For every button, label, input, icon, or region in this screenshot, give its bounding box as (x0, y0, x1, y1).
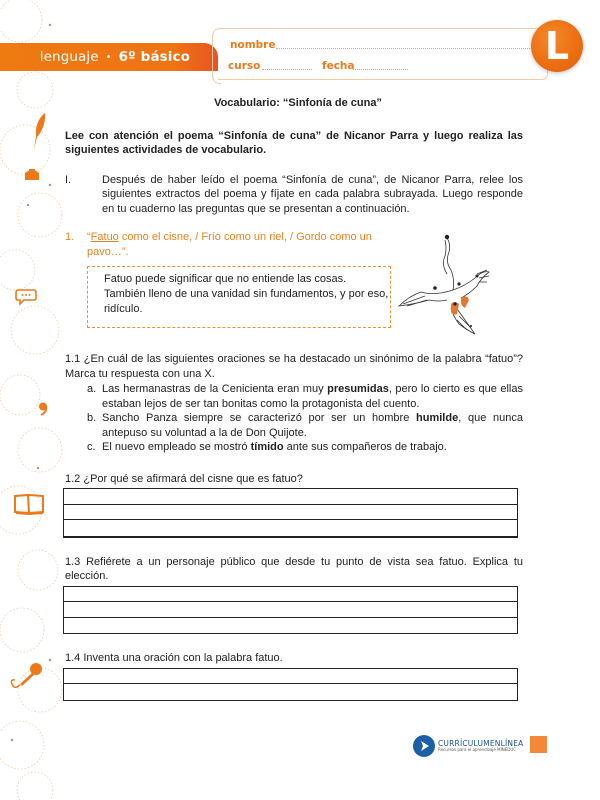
highlighted-word: humilde (416, 412, 459, 424)
curriculum-en-linea-logo (413, 735, 523, 757)
highlighted-word: tímido (250, 441, 284, 453)
answer-line[interactable] (64, 669, 517, 685)
comma-icon (38, 402, 48, 416)
answer-box-1-4 (63, 668, 518, 701)
option-letter: a. (87, 383, 97, 395)
question-1-2-text: 1.2 ¿Por qué se afirmará del cisne que es fatuo? (65, 472, 303, 485)
option-text: Las hermanastras de la Cenicienta eran muy (102, 383, 328, 395)
question-1-3-text: 1.3 Refiérete a un personaje público que desde tu punto de vista sea fatuo. Explica tu elección. (65, 555, 523, 582)
course-label: curso (228, 60, 261, 72)
answer-line[interactable] (64, 587, 517, 603)
underlined-word: Fatuo (90, 231, 119, 243)
question-1-1-text: 1.1 ¿En cuál de las siguientes oraciones se ha destacado un sinónimo de la palabra “fatuo”? Marca tu respuesta con una X. (65, 353, 523, 380)
subject-banner (0, 43, 218, 71)
answer-line[interactable] (64, 618, 517, 634)
highlighted-word: presumidas (327, 383, 389, 395)
excerpt-rest: como el cisne, / Frío como un riel, / Gordo como un pavo…”. (87, 231, 372, 258)
instruction-paragraph (65, 173, 523, 217)
option-text: , pero lo cierto es que ellas estaban lejos de ser tan bonitas como la protagonista del cuento. (102, 383, 523, 410)
open-quote: “ (87, 231, 91, 243)
quill-pen-icon (30, 112, 48, 152)
subject-label: lenguaje (39, 49, 99, 65)
question-1-2 (65, 472, 523, 538)
answer-line[interactable] (64, 489, 517, 505)
question-1-3 (65, 555, 523, 635)
poem-excerpt (65, 230, 395, 259)
page-title: Vocabulario: “Sinfonía de cuna” (214, 97, 382, 109)
option-letter: c. (87, 441, 96, 453)
answer-box-1-2 (63, 488, 518, 538)
answer-options (87, 382, 523, 455)
poem-excerpt-section (65, 230, 523, 342)
option-letter: b. (87, 412, 97, 424)
microphone-icon (8, 662, 44, 692)
answer-line[interactable] (64, 602, 517, 618)
option-b[interactable] (87, 411, 523, 440)
intro-paragraph: Lee con atención el poema “Sinfonía de cuna” de Nicanor Parra y luego realiza las siguientes actividades de vocabulario. (65, 129, 523, 156)
question-1-1 (65, 352, 523, 455)
option-text: , que nunca antepuso su voluntad a la de Don Quijote. (102, 412, 523, 439)
instruction-number: I. (65, 173, 72, 186)
orange-square-mark (530, 736, 547, 753)
student-info-box (218, 28, 548, 80)
brand-tagline: Recursos para el aprendizaje MINEDUC (438, 747, 517, 753)
course-field[interactable] (262, 69, 312, 70)
option-c[interactable] (87, 440, 523, 455)
answer-line[interactable] (64, 505, 517, 521)
answer-line[interactable] (64, 684, 517, 700)
question-1-4-text: 1.4 Inventa una oración con la palabra fatuo. (65, 652, 283, 664)
subject-logo: L (531, 20, 583, 72)
instruction-text: Después de haber leído el poema “Sinfonía de cuna”, de Nicanor Parra, relee los siguientes extractos del poema y fíjate en cada palabra subrayada. Luego responde en tu cuaderno las preguntas que se presentan a continuación. (102, 173, 523, 215)
open-book-icon (13, 492, 45, 516)
inkwell-icon (24, 167, 40, 181)
option-text: El nuevo empleado se mostró (102, 441, 251, 453)
option-a[interactable] (87, 382, 523, 411)
excerpt-number: 1. (65, 231, 75, 243)
question-1-4 (65, 651, 523, 701)
definition-box (87, 266, 391, 328)
option-text: Sancho Panza siempre se caracterizó por ser un hombre (102, 412, 417, 424)
play-arrow-icon (413, 735, 435, 757)
brand-name: CURRÍCULUMENLÍNEA (438, 738, 524, 748)
answer-line[interactable] (64, 520, 517, 536)
name-label: nombre (230, 39, 276, 51)
date-label: fecha (322, 60, 355, 72)
worksheet-content (65, 96, 523, 701)
option-text: ante sus compañeros de trabajo. (283, 441, 447, 453)
speech-bubble-icon (15, 288, 37, 306)
definition-text: Fatuo puede significar que no entiende las cosas. También lleno de una vanidad sin fundamentos, y por eso, ridículo. (104, 273, 389, 315)
name-field[interactable] (276, 48, 542, 49)
date-field[interactable] (353, 69, 408, 70)
grade-label: 6º básico (118, 49, 190, 65)
separator-dot: • (105, 51, 112, 63)
answer-box-1-3 (63, 586, 518, 635)
swan-illustration (395, 230, 491, 340)
